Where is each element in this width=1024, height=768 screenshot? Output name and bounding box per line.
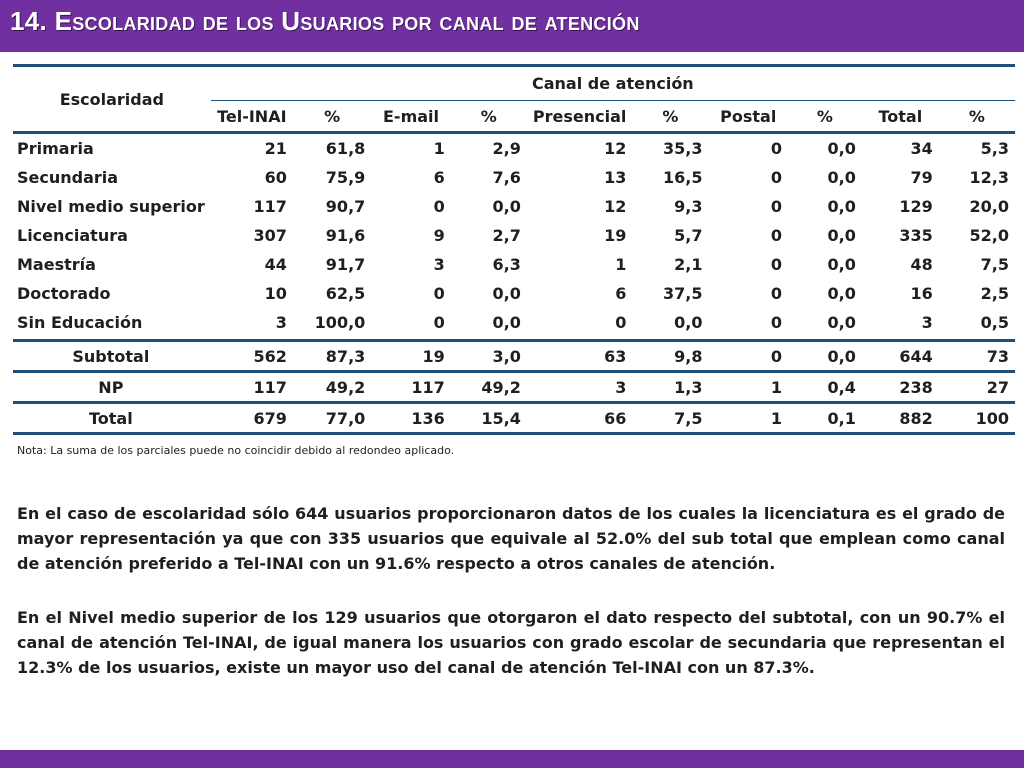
table-cell: 307 bbox=[253, 226, 287, 245]
column-header-8: Total bbox=[862, 101, 939, 133]
table-cell: 61,8 bbox=[325, 139, 366, 158]
table-cell: 63 bbox=[527, 341, 632, 372]
table-cell: 0 bbox=[770, 313, 782, 332]
table-row bbox=[13, 163, 1015, 192]
paragraph-1: En el caso de escolaridad sólo 644 usuarios proporcionaron datos de los cuales la licenciatura es el grado de mayor representación ya que con 335 usuarios que equivale al 52.0% del sub total que emplean como canal de atención preferido a Tel-INAI con un 91.6% respecto a otros canales de atención. bbox=[17, 504, 1005, 573]
table-cell: 1 bbox=[433, 139, 445, 158]
row-label: Subtotal bbox=[13, 341, 211, 372]
paragraph-2: En el Nivel medio superior de los 129 usuarios que otorgaron el dato respecto del subtotal, con un 90.7% el canal de atención Tel-INAI, de igual manera los usuarios con grado escolar de secundaria que representan el 12.3% de los usuarios, existe un mayor uso del canal de atención Tel-INAI con un 87.3%. bbox=[17, 608, 1005, 677]
table-cell: 12 bbox=[604, 139, 627, 158]
table-cell: 0 bbox=[770, 139, 782, 158]
table-cell: 0,0 bbox=[788, 341, 862, 372]
column-header-9: % bbox=[939, 101, 1015, 133]
table-cell: 48 bbox=[910, 255, 933, 274]
table-cell: 238 bbox=[862, 372, 939, 403]
table-cell: 0 bbox=[770, 284, 782, 303]
table-cell: 7,6 bbox=[492, 168, 521, 187]
table-row bbox=[13, 341, 1015, 372]
column-header-2: E-mail bbox=[371, 101, 450, 133]
table-cell: 91,6 bbox=[325, 226, 366, 245]
row-label: Nivel medio superior bbox=[17, 197, 205, 216]
table-row bbox=[13, 133, 1015, 164]
column-header-7: % bbox=[788, 101, 862, 133]
table-row bbox=[13, 221, 1015, 250]
table-cell: 0 bbox=[770, 168, 782, 187]
row-label: Doctorado bbox=[17, 284, 111, 303]
table-cell: 100,0 bbox=[314, 313, 366, 332]
table-cell: 12,3 bbox=[969, 168, 1009, 187]
table-cell: 0 bbox=[615, 313, 627, 332]
table-cell: 117 bbox=[211, 372, 293, 403]
table-cell: 882 bbox=[862, 403, 939, 434]
table-cell: 49,2 bbox=[451, 372, 527, 403]
table-cell: 87,3 bbox=[293, 341, 371, 372]
table-cell: 0,0 bbox=[492, 197, 521, 216]
table-cell: 335 bbox=[899, 226, 933, 245]
table-cell: 0,0 bbox=[827, 226, 856, 245]
table-cell: 1 bbox=[615, 255, 627, 274]
table-cell: 100 bbox=[939, 403, 1015, 434]
table-cell: 0 bbox=[433, 284, 445, 303]
table-cell: 19 bbox=[371, 341, 450, 372]
table-header-row bbox=[13, 66, 1015, 101]
bottom-bar bbox=[0, 750, 1024, 768]
table-cell: 0,0 bbox=[827, 255, 856, 274]
table-cell: 129 bbox=[899, 197, 933, 216]
table-row bbox=[13, 192, 1015, 221]
table-cell: 20,0 bbox=[969, 197, 1009, 216]
table-cell: 0,5 bbox=[980, 313, 1009, 332]
table-cell: 136 bbox=[371, 403, 450, 434]
table-cell: 3,0 bbox=[451, 341, 527, 372]
schooling-by-channel-table bbox=[13, 64, 1015, 435]
table-cell: 62,5 bbox=[325, 284, 366, 303]
table-cell: 0,0 bbox=[492, 313, 521, 332]
table-cell: 13 bbox=[604, 168, 627, 187]
table-cell: 0,0 bbox=[674, 313, 703, 332]
table-cell: 16,5 bbox=[663, 168, 703, 187]
table-cell: 5,3 bbox=[980, 139, 1009, 158]
table-cell: 15,4 bbox=[451, 403, 527, 434]
table-cell: 90,7 bbox=[325, 197, 366, 216]
table-cell: 49,2 bbox=[293, 372, 371, 403]
table-row bbox=[13, 250, 1015, 279]
table-cell: 52,0 bbox=[969, 226, 1009, 245]
page-title: 14. Escolaridad de los Usuarios por canal de atención bbox=[10, 6, 640, 36]
table-cell: 91,7 bbox=[325, 255, 366, 274]
table-cell: 60 bbox=[264, 168, 287, 187]
table-cell: 27 bbox=[939, 372, 1015, 403]
table-cell: 66 bbox=[527, 403, 632, 434]
table-cell: 0,0 bbox=[492, 284, 521, 303]
table-cell: 0 bbox=[770, 255, 782, 274]
table-cell: 10 bbox=[264, 284, 287, 303]
table-cell: 0,4 bbox=[788, 372, 862, 403]
table-cell: 0 bbox=[770, 226, 782, 245]
table-row bbox=[13, 308, 1015, 341]
table-cell: 1 bbox=[708, 403, 788, 434]
table-cell: 3 bbox=[527, 372, 632, 403]
table-cell: 16 bbox=[910, 284, 933, 303]
table-cell: 9,8 bbox=[632, 341, 708, 372]
table-body bbox=[13, 133, 1015, 434]
table-cell: 2,1 bbox=[674, 255, 703, 274]
table-cell: 1 bbox=[708, 372, 788, 403]
table-cell: 0 bbox=[433, 197, 445, 216]
table-cell: 0,0 bbox=[827, 284, 856, 303]
table-cell: 5,7 bbox=[674, 226, 703, 245]
table-row bbox=[13, 403, 1015, 434]
table-cell: 34 bbox=[910, 139, 933, 158]
table-cell: 3 bbox=[275, 313, 287, 332]
row-label: Primaria bbox=[17, 139, 94, 158]
row-label: Sin Educación bbox=[17, 313, 143, 332]
table-cell: 562 bbox=[211, 341, 293, 372]
table-cell: 0,0 bbox=[827, 313, 856, 332]
table-cell: 117 bbox=[253, 197, 287, 216]
table-row bbox=[13, 372, 1015, 403]
table-cell: 9,3 bbox=[674, 197, 703, 216]
table-cell: 0 bbox=[708, 341, 788, 372]
table-cell: 75,9 bbox=[325, 168, 366, 187]
table-cell: 644 bbox=[862, 341, 939, 372]
table-cell: 77,0 bbox=[293, 403, 371, 434]
table-cell: 3 bbox=[433, 255, 445, 274]
table-cell: 2,7 bbox=[492, 226, 521, 245]
table-cell: 7,5 bbox=[632, 403, 708, 434]
table-cell: 6 bbox=[433, 168, 445, 187]
table-cell: 0,0 bbox=[827, 139, 856, 158]
table-cell: 2,5 bbox=[980, 284, 1009, 303]
row-label: Maestría bbox=[17, 255, 96, 274]
table-cell: 1,3 bbox=[632, 372, 708, 403]
table-cell: 117 bbox=[371, 372, 450, 403]
table-cell: 73 bbox=[939, 341, 1015, 372]
table-note: Nota: La suma de los parciales puede no coincidir debido al redondeo aplicado. bbox=[17, 444, 455, 457]
table-cell: 2,9 bbox=[492, 139, 521, 158]
table-cell: 12 bbox=[604, 197, 627, 216]
table-cell: 79 bbox=[910, 168, 933, 187]
table-cell: 7,5 bbox=[980, 255, 1009, 274]
table-cell: 9 bbox=[433, 226, 445, 245]
column-header-0: Tel-INAI bbox=[211, 101, 293, 133]
table-cell: 3 bbox=[921, 313, 933, 332]
row-label: Total bbox=[13, 403, 211, 434]
table-cell: 44 bbox=[264, 255, 287, 274]
schooling-table-wrapper bbox=[13, 64, 1015, 435]
table-cell: 6,3 bbox=[492, 255, 521, 274]
column-header-3: % bbox=[451, 101, 527, 133]
table-cell: 6 bbox=[615, 284, 627, 303]
row-label: Licenciatura bbox=[17, 226, 128, 245]
group-header-canal: Canal de atención bbox=[211, 66, 1015, 101]
column-header-5: % bbox=[632, 101, 708, 133]
table-cell: 0,1 bbox=[788, 403, 862, 434]
table-cell: 0,0 bbox=[827, 197, 856, 216]
title-bar bbox=[0, 0, 1024, 52]
table-cell: 37,5 bbox=[663, 284, 703, 303]
table-cell: 19 bbox=[604, 226, 627, 245]
row-label: NP bbox=[13, 372, 211, 403]
row-label: Secundaria bbox=[17, 168, 119, 187]
table-cell: 679 bbox=[211, 403, 293, 434]
table-cell: 35,3 bbox=[663, 139, 703, 158]
table-cell: 0,0 bbox=[827, 168, 856, 187]
column-header-1: % bbox=[293, 101, 371, 133]
column-header-6: Postal bbox=[708, 101, 788, 133]
table-cell: 21 bbox=[264, 139, 287, 158]
table-cell: 0 bbox=[433, 313, 445, 332]
table-cell: 0 bbox=[770, 197, 782, 216]
row-header-escolaridad: Escolaridad bbox=[13, 66, 211, 133]
column-header-4: Presencial bbox=[527, 101, 632, 133]
table-row bbox=[13, 279, 1015, 308]
